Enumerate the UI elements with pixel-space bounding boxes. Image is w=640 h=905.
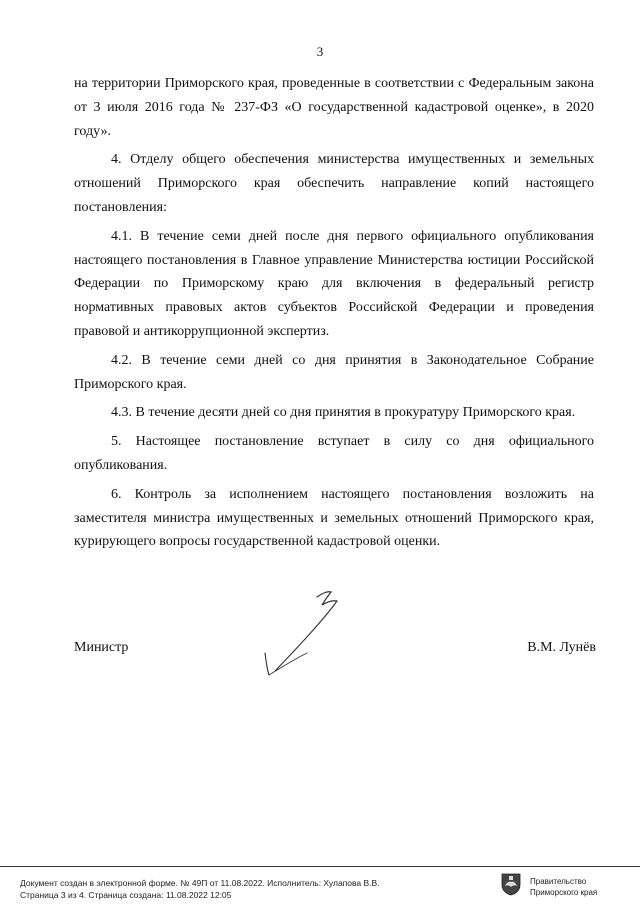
footer-org (530, 876, 597, 898)
footer-line-page: Страница 3 из 4. Страница создана: 11.08.2022 12:05 (20, 890, 232, 900)
paragraph-continuation: на территории Приморского края, проведенные в соответствии с Федеральным закона от 3 июля 2016 года № 237-ФЗ «О государственной кадастровой оценке», в 2020 году». (74, 76, 594, 139)
document-body (74, 72, 594, 559)
paragraph-4-2: 4.2. В течение семи дней со дня принятия в Законодательное Собрание Приморского края. (74, 352, 594, 392)
footer-org-line1: Правительство (530, 877, 587, 886)
footer-meta (20, 877, 380, 901)
paragraph-5: 5. Настоящее постановление вступает в силу со дня официального опубликования. (74, 434, 594, 473)
footer-divider (0, 866, 640, 867)
paragraph-4-1: 4.1. В течение семи дней после дня первого официального опубликования настоящего постановления в Главное управление Министерства юстиции Российской Федерации по Приморскому краю для включения в федеральный регистр нормативных правовых актов субъектов Российской Федерации и проведения правовой и антикоррупционной экспертиз. (74, 228, 594, 339)
page-number: 3 (316, 44, 324, 59)
coat-of-arms-icon (500, 872, 522, 896)
minister-title: Министр (74, 640, 129, 655)
minister-name: В.М. Лунёв (527, 640, 596, 655)
paragraph-4: 4. Отделу общего обеспечения министерства имущественных и земельных отношений Приморского края обеспечить направление копий настоящего постановления: (74, 152, 594, 215)
paragraph-4-3: 4.3. В течение десяти дней со дня принятия в прокуратуру Приморского края. (111, 405, 576, 421)
footer-line-document: Документ создан в электронной форме. № 49П от 11.08.2022. Исполнитель: Хулапова В.В. (20, 878, 380, 888)
handwritten-signature (255, 583, 350, 678)
paragraph-6: 6. Контроль за исполнением настоящего постановления возложить на заместителя министра имущественных и земельных отношений Приморского края, курирующего вопросы государственной кадастровой оценки. (74, 486, 594, 550)
footer-org-line2: Приморского края (530, 888, 598, 897)
